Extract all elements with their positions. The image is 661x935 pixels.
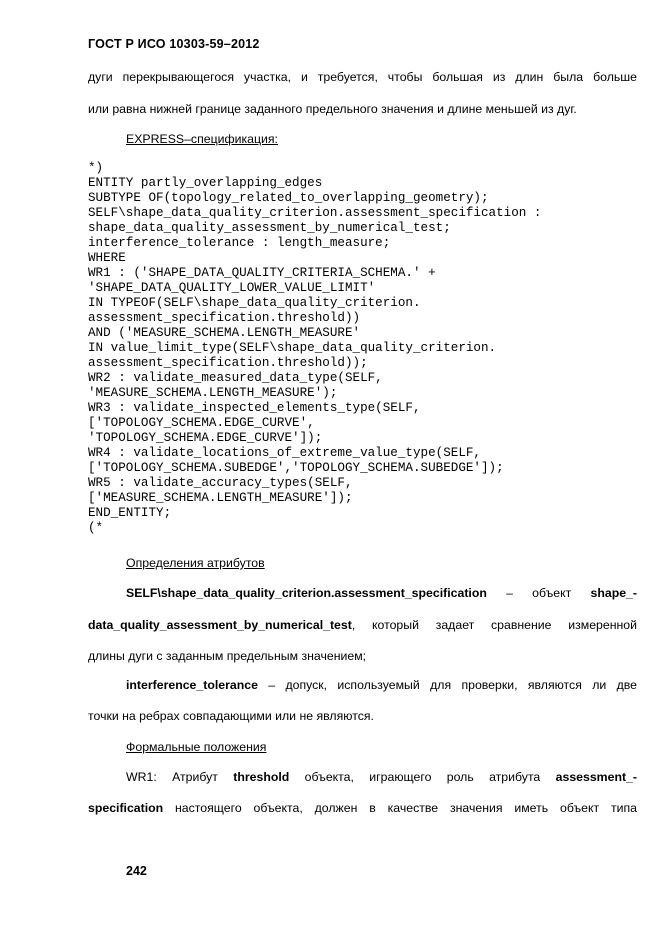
attr1-line-2	[88, 618, 637, 632]
document-header: ГОСТ Р ИСО 10303-59–2012	[88, 37, 260, 51]
code-line: 'MEASURE_SCHEMA.LENGTH_MEASURE');	[88, 386, 338, 400]
code-line: 'SHAPE_DATA_QUALITY_LOWER_VALUE_LIMIT'	[88, 281, 376, 295]
code-line: IN value_limit_type(SELF\shape_data_quality_criterion.	[88, 341, 497, 355]
code-line: WR3 : validate_inspected_elements_type(SELF,	[88, 401, 421, 415]
code-line: assessment_specification.threshold));	[88, 356, 368, 370]
code-line: WHERE	[88, 251, 126, 265]
express-code-block	[88, 161, 541, 536]
code-line: WR5 : validate_accuracy_types(SELF,	[88, 476, 353, 490]
code-line: assessment_specification.threshold))	[88, 311, 361, 325]
code-line: WR2 : validate_measured_data_type(SELF,	[88, 371, 383, 385]
attr2-line-2: точки на ребрах совпадающими или не являются.	[88, 709, 374, 723]
code-line: ['MEASURE_SCHEMA.LENGTH_MEASURE']);	[88, 491, 353, 505]
attr1-ref-part2: data_quality_assessment_by_numerical_test	[88, 618, 352, 632]
code-line: END_ENTITY;	[88, 506, 172, 520]
wr1-assess-part1: assessment_-	[555, 770, 637, 784]
code-line: interference_tolerance : length_measure;	[88, 236, 391, 250]
attribute-definitions-heading: Определения атрибутов	[126, 556, 265, 570]
wr1-line-1	[126, 770, 637, 784]
code-line: *)	[88, 161, 104, 175]
code-line: 'TOPOLOGY_SCHEMA.EDGE_CURVE']);	[88, 431, 323, 445]
code-line: IN TYPEOF(SELF\shape_data_quality_criterion.	[88, 296, 421, 310]
formal-provisions-heading: Формальные положения	[126, 740, 267, 754]
wr1-line-2	[88, 801, 637, 815]
code-line: AND ('MEASURE_SCHEMA.LENGTH_MEASURE'	[88, 326, 361, 340]
code-line: ['TOPOLOGY_SCHEMA.EDGE_CURVE',	[88, 416, 315, 430]
intro-line-2: или равна нижней границе заданного предельного значения и длине меньшей из дуг.	[88, 102, 577, 116]
code-line: shape_data_quality_assessment_by_numerical_test;	[88, 221, 451, 235]
code-line: WR1 : ('SHAPE_DATA_QUALITY_CRITERIA_SCHEMA.' +	[88, 266, 436, 280]
attr2-term: interference_tolerance	[126, 678, 258, 692]
attr1-rest: , который задает сравнение измеренной	[351, 618, 637, 632]
attr2-line-1	[126, 678, 637, 692]
code-line: ['TOPOLOGY_SCHEMA.SUBEDGE','TOPOLOGY_SCHEMA.SUBEDGE']);	[88, 461, 504, 475]
attr1-separator: – объект	[486, 586, 591, 600]
wr1-assess-part2: specification	[88, 801, 164, 815]
attr1-line-1	[126, 586, 637, 600]
wr1-mid: объекта, играющего роль атрибута	[289, 770, 556, 784]
wr1-pre: WR1: Атрибут	[126, 770, 234, 784]
page-number: 242	[126, 864, 147, 878]
code-line: (*	[88, 521, 104, 535]
intro-line-1: дуги перекрывающегося участка, и требуется, чтобы большая из длин была больше	[88, 70, 637, 84]
wr1-threshold: threshold	[233, 770, 290, 784]
wr1-rest: настоящего объекта, должен в качестве значения иметь объект типа	[163, 801, 637, 815]
attr2-rest: – допуск, используемый для проверки, являются ли две	[257, 678, 637, 692]
code-line: SELF\shape_data_quality_criterion.assessment_specification :	[88, 206, 542, 220]
code-line: SUBTYPE OF(topology_related_to_overlapping_geometry);	[88, 191, 489, 205]
attr1-line-3: длины дуги с заданным предельным значением;	[88, 649, 367, 663]
express-spec-heading: EXPRESS–спецификация:	[126, 132, 278, 146]
code-line: ENTITY partly_overlapping_edges	[88, 176, 323, 190]
attr1-ref-part1: shape_-	[590, 586, 637, 600]
attr1-term: SELF\shape_data_quality_criterion.assessment_specification	[126, 586, 487, 600]
code-line: WR4 : validate_locations_of_extreme_value_type(SELF,	[88, 446, 481, 460]
